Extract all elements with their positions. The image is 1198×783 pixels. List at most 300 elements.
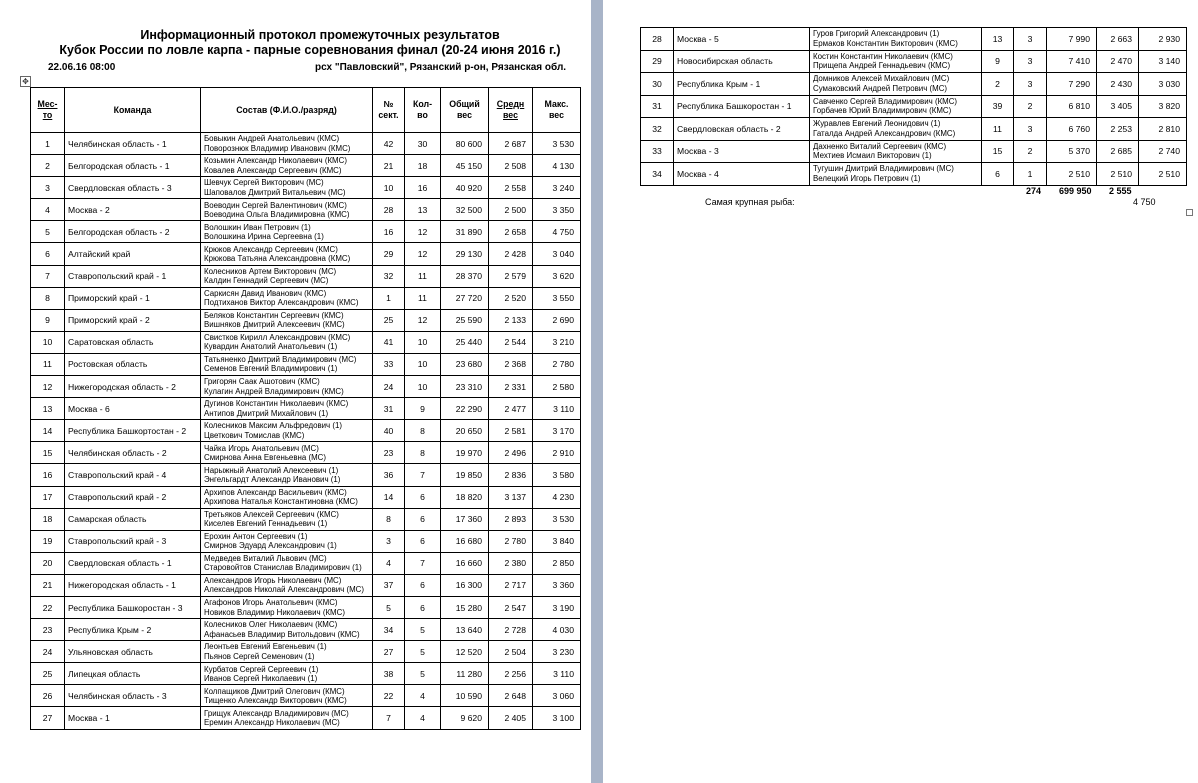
- total-avg: 2 555: [1109, 186, 1132, 196]
- cell-sector: 32: [373, 265, 405, 287]
- cell-avg-weight: 2 558: [489, 177, 533, 199]
- cell-place: 15: [31, 442, 65, 464]
- cell-sector: 31: [373, 398, 405, 420]
- cell-composition: [810, 95, 982, 118]
- cell-avg-weight: 2 579: [489, 265, 533, 287]
- team-member: Гуров Григорий Александрович (1): [813, 29, 940, 39]
- cell-place: 19: [31, 530, 65, 552]
- cell-place: 8: [31, 287, 65, 309]
- team-member: Иванов Сергей Николаевич (1): [204, 673, 318, 683]
- cell-total-weight: 16 300: [441, 574, 489, 596]
- cell-team: Свердловская область - 2: [674, 118, 810, 141]
- cell-count: 16: [405, 177, 441, 199]
- cell-sector: 29: [373, 243, 405, 265]
- cell-avg-weight: 2 380: [489, 552, 533, 574]
- cell-avg-weight: 2 544: [489, 331, 533, 353]
- cell-place: 16: [31, 464, 65, 486]
- team-member: Чайка Игорь Анатольевич (МС): [204, 443, 319, 453]
- team-member: Кулагин Андрей Владимирович (КМС): [204, 386, 344, 396]
- cell-max-weight: 2 580: [533, 376, 581, 398]
- team-member: Еремин Александр Николаевич (МС): [204, 717, 340, 727]
- cell-sector: 13: [982, 28, 1014, 51]
- table-move-handle-icon[interactable]: ✥: [20, 76, 31, 87]
- team-member: Агафонов Игорь Анатольевич (КМС): [204, 598, 338, 608]
- team-member: Архипова Наталья Константиновна (КМС): [204, 497, 358, 507]
- team-member: Леонтьев Евгений Евгеньевич (1): [204, 642, 327, 652]
- cell-place: 14: [31, 420, 65, 442]
- cell-sector: 25: [373, 309, 405, 331]
- cell-sector: 3: [373, 530, 405, 552]
- team-member: Велецкий Игорь Петрович (1): [813, 173, 921, 183]
- table-row: [31, 287, 581, 309]
- cell-team: Белгородская область - 1: [65, 155, 201, 177]
- document-title: Информационный протокол промежуточных результатов: [140, 28, 500, 42]
- cell-avg-weight: 2 658: [489, 221, 533, 243]
- cell-max-weight: 2 740: [1139, 140, 1187, 163]
- cell-sector: 7: [373, 707, 405, 729]
- cell-team: Новосибирская область: [674, 50, 810, 73]
- cell-team: Республика Крым - 2: [65, 619, 201, 641]
- table-row: [31, 420, 581, 442]
- team-member: Курбатов Сергей Сергеевич (1): [204, 664, 319, 674]
- col-header-avg-weight: Средн вес: [489, 88, 533, 133]
- cell-team: Республика Башкоростан - 3: [65, 596, 201, 618]
- cell-avg-weight: 3 405: [1097, 95, 1139, 118]
- cell-place: 20: [31, 552, 65, 574]
- cell-sector: 2: [982, 73, 1014, 96]
- cell-sector: 14: [373, 486, 405, 508]
- resize-handle-icon[interactable]: [1186, 209, 1193, 216]
- team-member: Гаталда Андрей Александрович (КМС): [813, 128, 956, 138]
- team-member: Колесников Олег Николаевич (КМС): [204, 620, 338, 630]
- cell-total-weight: 23 310: [441, 376, 489, 398]
- cell-team: Москва - 5: [674, 28, 810, 51]
- cell-sector: 5: [373, 596, 405, 618]
- cell-max-weight: 3 530: [533, 133, 581, 155]
- cell-max-weight: 3 530: [533, 508, 581, 530]
- cell-count: 6: [405, 508, 441, 530]
- team-member: Григорян Саак Ашотович (КМС): [204, 377, 320, 387]
- cell-team: Республика Башкоростан - 1: [674, 95, 810, 118]
- cell-total-weight: 32 500: [441, 199, 489, 221]
- cell-count: 11: [405, 287, 441, 309]
- team-member: Журавлев Евгений Леонидович (1): [813, 119, 941, 129]
- cell-composition: [201, 641, 373, 663]
- cell-total-weight: 17 360: [441, 508, 489, 530]
- cell-composition: [810, 73, 982, 96]
- cell-place: 34: [641, 163, 674, 186]
- cell-place: 3: [31, 177, 65, 199]
- cell-sector: 10: [373, 177, 405, 199]
- cell-count: 7: [405, 552, 441, 574]
- team-member: Колесников Артем Викторович (МС): [204, 266, 337, 276]
- col-header-max-weight: Макс. вес: [533, 88, 581, 133]
- cell-team: Алтайский край: [65, 243, 201, 265]
- cell-max-weight: 3 190: [533, 596, 581, 618]
- cell-count: 4: [405, 685, 441, 707]
- cell-team: Свердловская область - 1: [65, 552, 201, 574]
- cell-count: 1: [1014, 163, 1047, 186]
- cell-avg-weight: 2 496: [489, 442, 533, 464]
- cell-place: 33: [641, 140, 674, 163]
- cell-avg-weight: 2 430: [1097, 73, 1139, 96]
- cell-total-weight: 25 440: [441, 331, 489, 353]
- cell-max-weight: 2 810: [1139, 118, 1187, 141]
- cell-count: 8: [405, 442, 441, 464]
- cell-max-weight: 3 210: [533, 331, 581, 353]
- cell-composition: [201, 177, 373, 199]
- table-row: [31, 133, 581, 155]
- cell-max-weight: 2 690: [533, 309, 581, 331]
- cell-count: 10: [405, 331, 441, 353]
- cell-team: Липецкая область: [65, 663, 201, 685]
- cell-total-weight: 18 820: [441, 486, 489, 508]
- cell-count: 2: [1014, 95, 1047, 118]
- results-table: [30, 87, 581, 730]
- cell-max-weight: 4 030: [533, 619, 581, 641]
- cell-total-weight: 13 640: [441, 619, 489, 641]
- cell-team: Челябинская область - 2: [65, 442, 201, 464]
- cell-place: 30: [641, 73, 674, 96]
- cell-total-weight: 80 600: [441, 133, 489, 155]
- cell-sector: 16: [373, 221, 405, 243]
- cell-composition: [810, 140, 982, 163]
- team-member: Тищенко Александр Викторович (КМС): [204, 695, 347, 705]
- cell-count: 6: [405, 596, 441, 618]
- team-member: Прищепа Андрей Геннадьевич (КМС): [813, 61, 951, 71]
- team-member: Ерохин Антон Сергеевич (1): [204, 531, 308, 541]
- cell-total-weight: 27 720: [441, 287, 489, 309]
- results-table-continued: [640, 27, 1187, 186]
- cell-max-weight: 2 780: [533, 353, 581, 375]
- cell-place: 5: [31, 221, 65, 243]
- cell-avg-weight: 2 256: [489, 663, 533, 685]
- cell-place: 29: [641, 50, 674, 73]
- team-member: Дахненко Виталий Сергеевич (КМС): [813, 141, 947, 151]
- col-header-composition: Состав (Ф.И.О./разряд): [201, 88, 373, 133]
- team-member: Костин Константин Николаевич (КМС): [813, 51, 953, 61]
- cell-composition: [201, 331, 373, 353]
- cell-place: 22: [31, 596, 65, 618]
- table-row: [31, 243, 581, 265]
- table-row: [31, 155, 581, 177]
- team-member: Воеводин Сергей Валентинович (КМС): [204, 200, 347, 210]
- cell-count: 6: [405, 530, 441, 552]
- cell-composition: [201, 398, 373, 420]
- cell-place: 12: [31, 376, 65, 398]
- team-member: Свистков Кирилл Александрович (КМС): [204, 333, 351, 343]
- cell-max-weight: 3 840: [533, 530, 581, 552]
- table-row: [31, 641, 581, 663]
- cell-count: 9: [405, 398, 441, 420]
- cell-total-weight: 19 850: [441, 464, 489, 486]
- cell-team: Ульяновская область: [65, 641, 201, 663]
- team-member: Ермаков Константин Викторович (КМС): [813, 38, 958, 48]
- cell-max-weight: 2 510: [1139, 163, 1187, 186]
- cell-composition: [201, 420, 373, 442]
- team-member: Колесников Максим Альфредович (1): [204, 421, 343, 431]
- cell-avg-weight: 2 477: [489, 398, 533, 420]
- cell-total-weight: 10 590: [441, 685, 489, 707]
- cell-sector: 27: [373, 641, 405, 663]
- cell-team: Москва - 3: [674, 140, 810, 163]
- team-member: Старовойтов Станислав Владимирович (1): [204, 563, 362, 573]
- cell-count: 12: [405, 243, 441, 265]
- cell-count: 4: [405, 707, 441, 729]
- cell-count: 7: [405, 464, 441, 486]
- team-member: Дугинов Константин Николаевич (КМС): [204, 399, 349, 409]
- cell-team: Республика Башкортостан - 2: [65, 420, 201, 442]
- cell-place: 7: [31, 265, 65, 287]
- cell-max-weight: 2 930: [1139, 28, 1187, 51]
- cell-max-weight: 2 910: [533, 442, 581, 464]
- cell-sector: 4: [373, 552, 405, 574]
- team-member: Антипов Дмитрий Михайлович (1): [204, 408, 329, 418]
- table-row: [31, 442, 581, 464]
- cell-avg-weight: 2 504: [489, 641, 533, 663]
- cell-total-weight: 7 990: [1047, 28, 1097, 51]
- cell-avg-weight: 2 648: [489, 685, 533, 707]
- cell-total-weight: 20 650: [441, 420, 489, 442]
- table-row: [31, 309, 581, 331]
- team-member: Ковалев Александр Сергеевич (КМС): [204, 165, 342, 175]
- cell-total-weight: 5 370: [1047, 140, 1097, 163]
- cell-sector: 42: [373, 133, 405, 155]
- col-header-count: Кол-во: [405, 88, 441, 133]
- team-member: Афанасьев Владимир Витольдович (КМС): [204, 629, 360, 639]
- cell-team: Ростовская область: [65, 353, 201, 375]
- cell-place: 10: [31, 331, 65, 353]
- cell-total-weight: 29 130: [441, 243, 489, 265]
- team-member: Волошкина Ирина Сергеевна (1): [204, 231, 324, 241]
- cell-count: 18: [405, 155, 441, 177]
- team-member: Медведев Виталий Львович (МС): [204, 554, 327, 564]
- cell-avg-weight: 2 728: [489, 619, 533, 641]
- table-row: [31, 199, 581, 221]
- cell-composition: [201, 353, 373, 375]
- team-member: Шаповалов Дмитрий Витальевич (МС): [204, 187, 346, 197]
- cell-total-weight: 25 590: [441, 309, 489, 331]
- cell-count: 5: [405, 663, 441, 685]
- cell-count: 8: [405, 420, 441, 442]
- cell-composition: [201, 486, 373, 508]
- cell-place: 23: [31, 619, 65, 641]
- cell-team: Ставропольский край - 4: [65, 464, 201, 486]
- cell-composition: [810, 50, 982, 73]
- cell-sector: 40: [373, 420, 405, 442]
- cell-composition: [810, 28, 982, 51]
- page-right: [603, 0, 1198, 783]
- cell-composition: [201, 508, 373, 530]
- cell-composition: [810, 118, 982, 141]
- total-weight: 699 950: [1059, 186, 1092, 196]
- cell-sector: 34: [373, 619, 405, 641]
- cell-place: 28: [641, 28, 674, 51]
- cell-place: 32: [641, 118, 674, 141]
- cell-avg-weight: 2 685: [1097, 140, 1139, 163]
- cell-sector: 9: [982, 50, 1014, 73]
- cell-total-weight: 31 890: [441, 221, 489, 243]
- team-member: Новиков Владимир Николаевич (КМС): [204, 607, 345, 617]
- cell-composition: [201, 442, 373, 464]
- cell-max-weight: 4 750: [533, 221, 581, 243]
- cell-sector: 8: [373, 508, 405, 530]
- cell-max-weight: 3 360: [533, 574, 581, 596]
- team-member: Подтиханов Виктор Александрович (КМС): [204, 298, 359, 308]
- cell-total-weight: 12 520: [441, 641, 489, 663]
- cell-count: 12: [405, 221, 441, 243]
- cell-sector: 15: [982, 140, 1014, 163]
- cell-place: 26: [31, 685, 65, 707]
- cell-composition: [201, 199, 373, 221]
- cell-sector: 41: [373, 331, 405, 353]
- cell-composition: [201, 243, 373, 265]
- cell-sector: 1: [373, 287, 405, 309]
- cell-place: 25: [31, 663, 65, 685]
- cell-count: 3: [1014, 118, 1047, 141]
- cell-avg-weight: 2 687: [489, 133, 533, 155]
- team-member: Бовыкин Андрей Анатольевич (КМС): [204, 134, 340, 144]
- team-member: Козьмин Александр Николаевич (КМС): [204, 156, 347, 166]
- cell-max-weight: 3 060: [533, 685, 581, 707]
- cell-total-weight: 6 760: [1047, 118, 1097, 141]
- cell-total-weight: 45 150: [441, 155, 489, 177]
- cell-composition: [201, 574, 373, 596]
- cell-max-weight: 3 110: [533, 663, 581, 685]
- cell-composition: [201, 552, 373, 574]
- cell-sector: 21: [373, 155, 405, 177]
- cell-avg-weight: 2 510: [1097, 163, 1139, 186]
- table-row: [31, 685, 581, 707]
- biggest-fish-label: Самая крупная рыба:: [705, 197, 795, 207]
- team-member: Александров Николай Александрович (МС): [204, 585, 365, 595]
- table-row: [31, 530, 581, 552]
- team-member: Третьяков Алексей Сергеевич (КМС): [204, 509, 339, 519]
- cell-total-weight: 28 370: [441, 265, 489, 287]
- cell-composition: [201, 596, 373, 618]
- table-row: [31, 596, 581, 618]
- table-row: [31, 331, 581, 353]
- table-row: [31, 353, 581, 375]
- cell-place: 27: [31, 707, 65, 729]
- cell-composition: [201, 133, 373, 155]
- cell-team: Москва - 1: [65, 707, 201, 729]
- cell-total-weight: 22 290: [441, 398, 489, 420]
- cell-place: 31: [641, 95, 674, 118]
- cell-sector: 6: [982, 163, 1014, 186]
- cell-count: 10: [405, 376, 441, 398]
- cell-place: 9: [31, 309, 65, 331]
- cell-total-weight: 16 680: [441, 530, 489, 552]
- cell-max-weight: 3 620: [533, 265, 581, 287]
- cell-max-weight: 3 550: [533, 287, 581, 309]
- table-row: [641, 73, 1187, 96]
- biggest-fish-value: 4 750: [1133, 197, 1156, 207]
- cell-place: 6: [31, 243, 65, 265]
- team-member: Семенов Евгений Владимирович (1): [204, 364, 338, 374]
- table-row: [641, 140, 1187, 163]
- team-member: Беляков Константин Сергеевич (КМС): [204, 311, 344, 320]
- team-member: Пьянов Сергей Семенович (1): [204, 651, 315, 661]
- table-row: [31, 464, 581, 486]
- cell-total-weight: 2 510: [1047, 163, 1097, 186]
- cell-sector: 11: [982, 118, 1014, 141]
- cell-sector: 23: [373, 442, 405, 464]
- cell-sector: 24: [373, 376, 405, 398]
- cell-count: 6: [405, 486, 441, 508]
- col-header-place: Мес-то: [31, 88, 65, 133]
- cell-max-weight: 3 040: [533, 243, 581, 265]
- cell-max-weight: 3 820: [1139, 95, 1187, 118]
- team-member: Саркисян Давид Иванович (КМС): [204, 288, 327, 298]
- cell-sector: 38: [373, 663, 405, 685]
- cell-composition: [201, 287, 373, 309]
- team-member: Волошкин Иван Петрович (1): [204, 222, 311, 232]
- cell-total-weight: 7 410: [1047, 50, 1097, 73]
- page-gap: [591, 0, 603, 783]
- cell-composition: [201, 530, 373, 552]
- cell-place: 17: [31, 486, 65, 508]
- cell-team: Нижегородская область - 2: [65, 376, 201, 398]
- cell-composition: [201, 685, 373, 707]
- team-member: Калдин Геннадий Сергеевич (МС): [204, 276, 329, 286]
- cell-place: 2: [31, 155, 65, 177]
- cell-count: 6: [405, 574, 441, 596]
- cell-avg-weight: 2 836: [489, 464, 533, 486]
- cell-avg-weight: 2 508: [489, 155, 533, 177]
- table-row: [641, 28, 1187, 51]
- table-row: [31, 707, 581, 729]
- cell-team: Москва - 2: [65, 199, 201, 221]
- page-left: [0, 0, 591, 783]
- cell-max-weight: 3 140: [1139, 50, 1187, 73]
- cell-composition: [201, 464, 373, 486]
- cell-max-weight: 3 240: [533, 177, 581, 199]
- cell-avg-weight: 2 428: [489, 243, 533, 265]
- cell-team: Москва - 6: [65, 398, 201, 420]
- team-member: Александров Игорь Николаевич (МС): [204, 576, 342, 586]
- cell-composition: [201, 309, 373, 331]
- team-member: Архипов Александр Васильевич (КМС): [204, 487, 347, 497]
- cell-max-weight: 3 110: [533, 398, 581, 420]
- cell-sector: 28: [373, 199, 405, 221]
- cell-avg-weight: 2 331: [489, 376, 533, 398]
- team-member: Кувардин Анатолий Анатольевич (1): [204, 342, 338, 352]
- cell-count: 3: [1014, 28, 1047, 51]
- cell-avg-weight: 2 717: [489, 574, 533, 596]
- cell-count: 3: [1014, 50, 1047, 73]
- team-member: Татьяненко Дмитрий Владимирович (МС): [204, 355, 357, 365]
- team-member: Шевчук Сергей Викторович (МС): [204, 178, 324, 188]
- table-row: [31, 177, 581, 199]
- cell-sector: 36: [373, 464, 405, 486]
- cell-team: Приморский край - 1: [65, 287, 201, 309]
- cell-composition: [201, 707, 373, 729]
- cell-team: Приморский край - 2: [65, 309, 201, 331]
- cell-max-weight: 3 350: [533, 199, 581, 221]
- cell-max-weight: 3 170: [533, 420, 581, 442]
- cell-total-weight: 16 660: [441, 552, 489, 574]
- team-member: Колпащиков Дмитрий Олегович (КМС): [204, 686, 345, 696]
- table-row: [641, 50, 1187, 73]
- table-row: [31, 265, 581, 287]
- cell-place: 18: [31, 508, 65, 530]
- cell-composition: [201, 376, 373, 398]
- cell-team: Челябинская область - 1: [65, 133, 201, 155]
- cell-avg-weight: 2 133: [489, 309, 533, 331]
- cell-total-weight: 19 970: [441, 442, 489, 464]
- team-member: Энгельгардт Александр Иванович (1): [204, 474, 341, 484]
